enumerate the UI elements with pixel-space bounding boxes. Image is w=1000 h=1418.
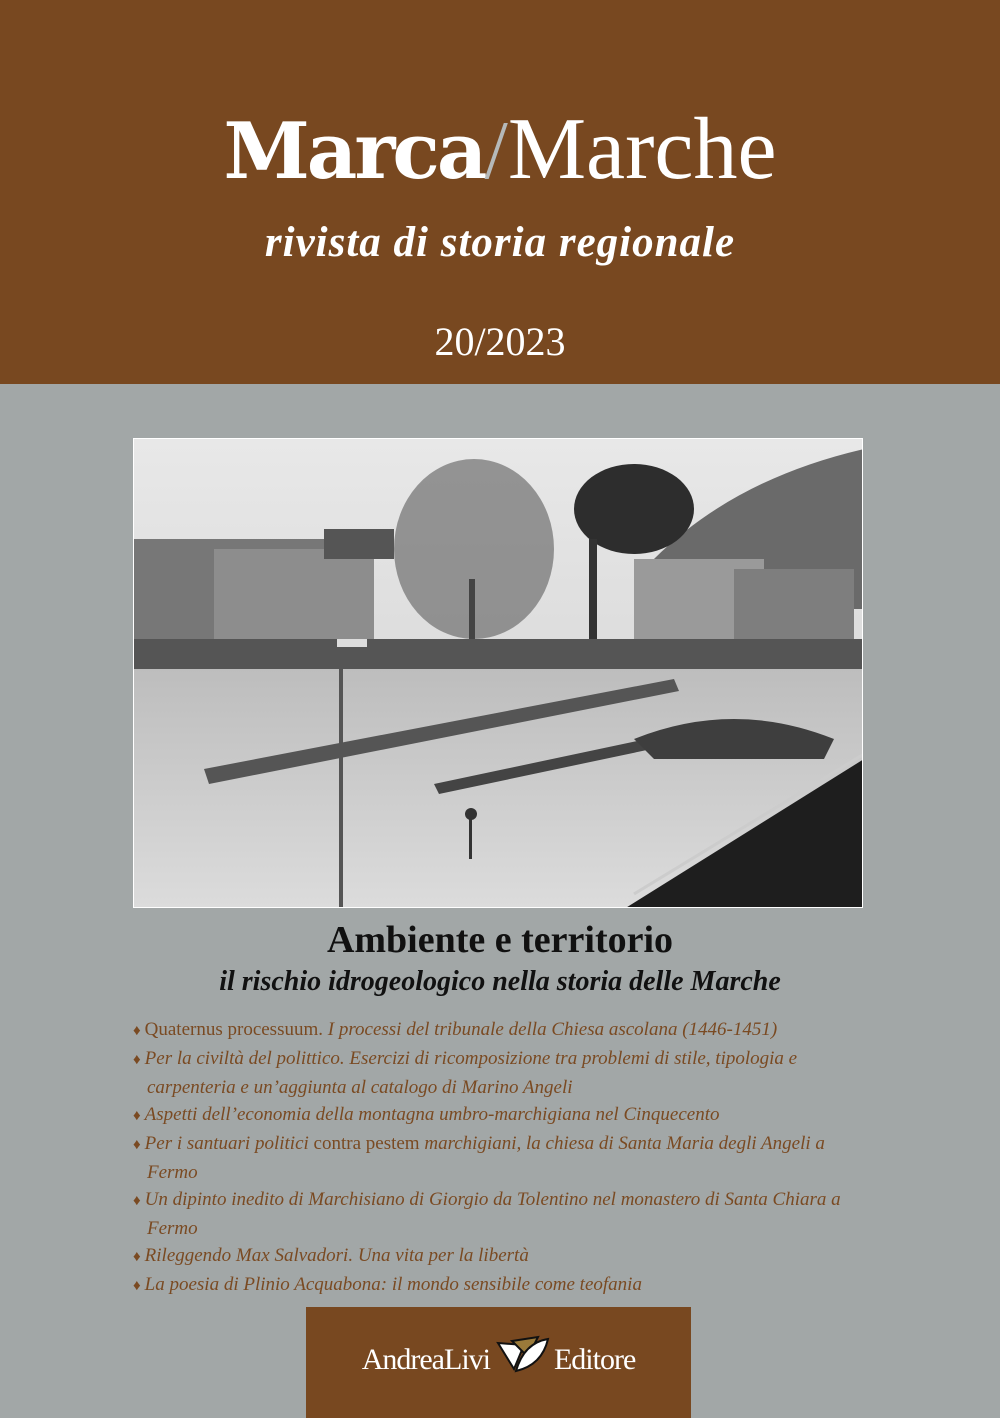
diamond-bullet-icon: ♦ — [133, 1278, 141, 1294]
diamond-bullet-icon: ♦ — [133, 1249, 141, 1265]
cover-header — [0, 0, 1000, 384]
article-item — [133, 1242, 873, 1271]
article-title-segment: Un dipinto inedito di Marchisiano di Giorgio da Tolentino nel monastero di Santa Chiara a Fermo — [144, 1189, 841, 1239]
publisher-name-part1: AndreaLivi — [361, 1343, 490, 1376]
title-part1: Marca — [223, 106, 485, 197]
diamond-bullet-icon: ♦ — [133, 1052, 141, 1068]
publisher-name — [306, 1335, 691, 1377]
quill-page-icon — [494, 1335, 550, 1375]
theme-subtitle: il rischio idrogeologico nella storia delle Marche — [219, 966, 781, 997]
title-part2: Marche — [507, 101, 777, 198]
title-separator: / — [484, 104, 508, 197]
publisher-box — [306, 1307, 691, 1418]
article-title-segment: marchigiani, la chiesa di Santa Maria degli Angeli a Fermo — [147, 1133, 825, 1183]
article-title-segment: Per la civiltà del polittico. Esercizi di ricomposizione tra problemi di stile, tipologia e carpenteria e un’aggiunta al catalogo di Marino Angeli — [144, 1048, 798, 1098]
cover-photo — [133, 438, 863, 908]
article-item — [133, 1130, 873, 1186]
journal-subtitle: rivista di storia regionale — [264, 219, 736, 266]
article-title-segment: Per i santuari politici — [144, 1133, 314, 1154]
publisher-name-part2: Editore — [553, 1343, 636, 1376]
article-title-segment: Aspetti dell’economia della montagna umbro-marchigiana nel Cinquecento — [144, 1104, 720, 1125]
article-title-segment: Rileggendo Max Salvadori. Una vita per la libertà — [144, 1245, 529, 1266]
article-title-segment: Quaternus processuum. — [144, 1019, 328, 1040]
theme-title: Ambiente e territorio — [326, 919, 674, 961]
diamond-bullet-icon: ♦ — [133, 1193, 141, 1209]
issue-number: 20/2023 — [434, 319, 566, 364]
journal-title — [0, 100, 1000, 202]
article-title-segment: La poesia di Plinio Acquabona: il mondo sensibile come teofania — [144, 1274, 642, 1295]
article-item — [133, 1101, 873, 1130]
article-item — [133, 1186, 873, 1242]
article-title-segment: I processi del tribunale della Chiesa ascolana (1446-1451) — [327, 1019, 778, 1040]
article-list — [133, 1016, 873, 1300]
article-title-segment: contra pestem — [313, 1133, 425, 1154]
article-item — [133, 1045, 873, 1101]
diamond-bullet-icon: ♦ — [133, 1108, 141, 1124]
article-item — [133, 1016, 873, 1045]
diamond-bullet-icon: ♦ — [133, 1023, 141, 1039]
article-item — [133, 1271, 873, 1300]
diamond-bullet-icon: ♦ — [133, 1137, 141, 1153]
